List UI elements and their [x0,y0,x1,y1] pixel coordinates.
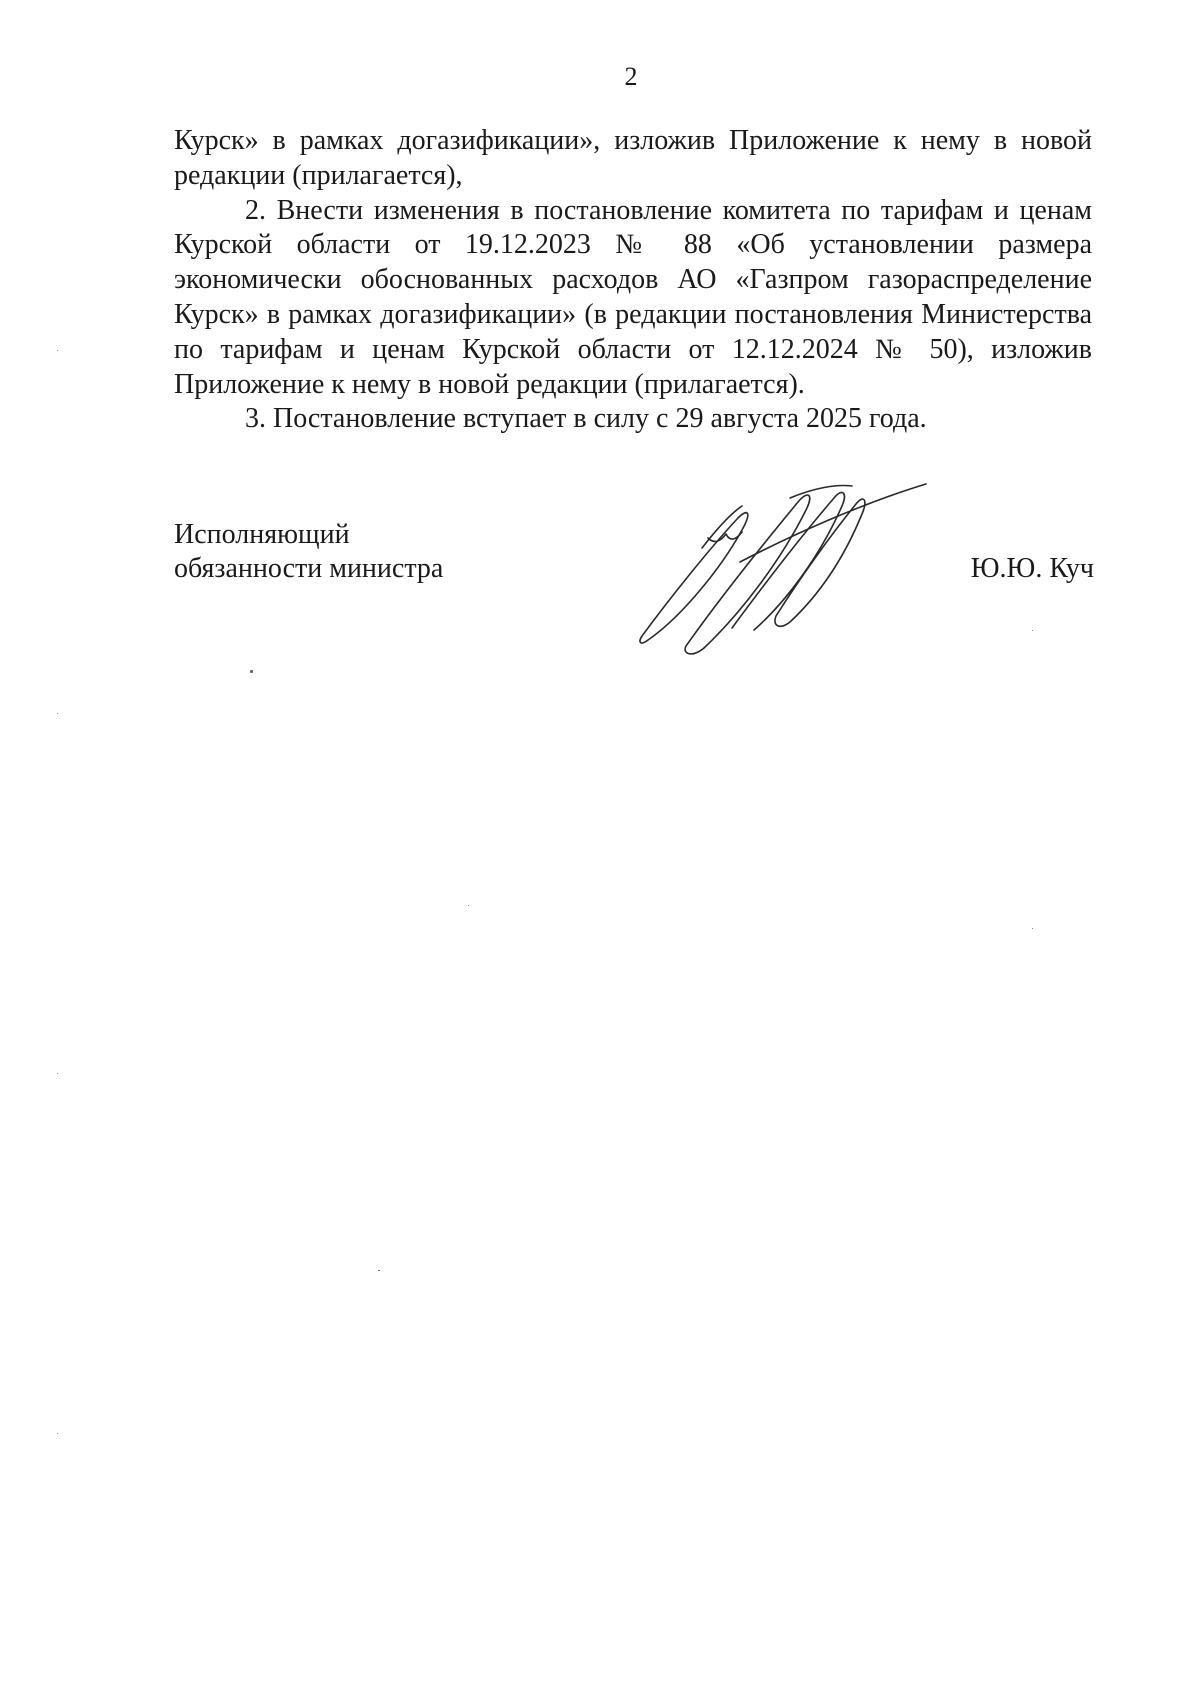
paragraph-item-2: 2. Внести изменения в постановление комитета по тарифам и ценам Курской области от 19.12.2023 № 88 «Об установлении размера экономически обоснованных расходов АО «Газпром газораспределение Курск» в рамках догазификации» (в редакции постановления Министерства по тарифам и ценам Курской области от 12.12.2024 № 50), изложив Приложение к нему в новой редакции (прилагается). [174,194,1092,400]
scan-speck [57,350,58,351]
scan-speck [378,1270,380,1271]
signatory-name: Ю.Ю. Куч [970,553,1094,584]
scan-speck [1032,928,1033,929]
signatory-position-line-1: Исполняющий [174,519,350,550]
paragraph-item-3: 3. Постановление вступает в силу с 29 августа 2025 года. [245,403,927,435]
scan-speck [1032,630,1033,631]
scan-speck [57,1073,58,1074]
signature-icon [630,478,950,658]
scan-speck [468,905,469,906]
scan-speck [250,670,253,673]
scan-speck [57,1433,58,1434]
body-text [174,124,1092,437]
signatory-position [174,518,443,586]
paragraph-continuation: Курск» в рамках догазификации», изложив Приложение к нему в новой редакции (прилагается), [174,125,1092,191]
scan-speck [57,713,58,714]
signatory-position-line-2: обязанности министра [174,553,444,584]
page-number: 2 [624,62,638,91]
